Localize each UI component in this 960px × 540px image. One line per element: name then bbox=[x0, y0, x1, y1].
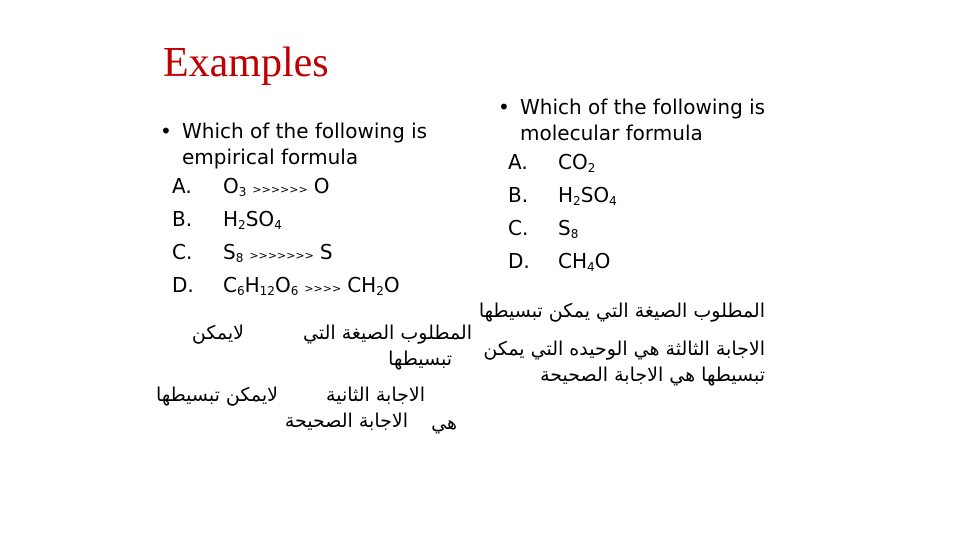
subscript: 4 bbox=[274, 218, 282, 232]
formula bbox=[223, 236, 243, 269]
formula-text: C bbox=[223, 273, 237, 297]
left-arabic-line1a: المطلوب الصيغة التي bbox=[303, 322, 472, 344]
formula-text: CH bbox=[558, 249, 588, 273]
left-arabic-line2: تبسيطها bbox=[388, 348, 452, 370]
right-option-a bbox=[498, 146, 798, 179]
subscript: 2 bbox=[376, 284, 384, 298]
arrows: >>>>>>> bbox=[249, 249, 314, 262]
result-formula bbox=[347, 269, 399, 302]
left-question bbox=[160, 118, 480, 144]
right-option-c bbox=[498, 212, 798, 245]
formula bbox=[558, 245, 610, 278]
formula-text: S bbox=[558, 216, 571, 240]
left-arabic-line3b: لايمكن تبسيطها bbox=[156, 384, 278, 406]
formula bbox=[558, 179, 617, 212]
left-option-d bbox=[160, 269, 480, 302]
formula-text: SO bbox=[580, 183, 610, 207]
right-question-line2: molecular formula bbox=[520, 121, 703, 145]
left-arabic-line1b: لايمكن bbox=[191, 322, 244, 344]
formula bbox=[223, 203, 282, 236]
subscript: 2 bbox=[587, 161, 596, 175]
left-arabic-line3a: الاجابة الثانية bbox=[326, 384, 425, 406]
formula-text: CO bbox=[558, 150, 588, 174]
formula-text: H bbox=[244, 273, 260, 297]
arrows: >>>>>> bbox=[252, 183, 308, 196]
option-letter: C. bbox=[172, 240, 193, 264]
right-question bbox=[498, 94, 798, 120]
bullet-icon: • bbox=[498, 95, 510, 119]
left-question-line1: Which of the following is bbox=[182, 119, 428, 143]
subscript: 2 bbox=[238, 218, 246, 232]
formula-text: S bbox=[319, 240, 333, 264]
formula-text: H bbox=[558, 183, 574, 207]
slide-title: Examples bbox=[163, 40, 329, 86]
subscript: 3 bbox=[238, 185, 247, 199]
formula-text: O bbox=[594, 249, 611, 273]
subscript: 4 bbox=[587, 260, 595, 274]
left-option-b bbox=[160, 203, 480, 236]
subscript: 6 bbox=[236, 284, 245, 298]
option-letter: B. bbox=[172, 207, 193, 231]
right-option-d bbox=[498, 245, 798, 278]
left-arabic-line4a: هي bbox=[431, 412, 457, 434]
formula bbox=[223, 170, 246, 203]
bullet-icon: • bbox=[160, 119, 172, 143]
right-question-block bbox=[498, 94, 798, 278]
formula-text: O bbox=[313, 174, 330, 198]
formula-text: O bbox=[383, 273, 400, 297]
left-option-c bbox=[160, 236, 480, 269]
formula-text: SO bbox=[245, 207, 275, 231]
formula-text: H bbox=[223, 207, 239, 231]
formula-text: S bbox=[223, 240, 236, 264]
right-arabic-line3: تبسيطها هي الاجابة الصحيحة bbox=[540, 364, 765, 386]
option-letter: A. bbox=[508, 150, 528, 174]
formula-text: O bbox=[223, 174, 239, 198]
formula bbox=[558, 212, 578, 245]
left-question-block bbox=[160, 118, 480, 302]
left-question-line2: empirical formula bbox=[182, 145, 359, 169]
right-question-line1: Which of the following is bbox=[520, 95, 766, 119]
formula bbox=[558, 146, 595, 179]
subscript: 8 bbox=[570, 227, 579, 241]
subscript: 8 bbox=[235, 251, 244, 265]
option-letter: C. bbox=[508, 216, 529, 240]
left-arabic-line4b: الاجابة الصحيحة bbox=[284, 410, 408, 432]
result-formula bbox=[320, 236, 333, 269]
subscript: 12 bbox=[259, 284, 275, 298]
subscript: 4 bbox=[609, 194, 617, 208]
subscript: 6 bbox=[290, 284, 299, 298]
left-option-a bbox=[160, 170, 480, 203]
option-letter: D. bbox=[172, 273, 194, 297]
result-formula bbox=[314, 170, 330, 203]
formula bbox=[223, 269, 298, 302]
option-letter: A. bbox=[172, 174, 192, 198]
option-letter: B. bbox=[508, 183, 529, 207]
right-option-b bbox=[498, 179, 798, 212]
arrows: >>>> bbox=[304, 282, 342, 295]
option-letter: D. bbox=[508, 249, 530, 273]
right-arabic-line1: المطلوب الصيغة التي يمكن تبسيطها bbox=[478, 300, 765, 322]
formula-text: CH bbox=[347, 273, 377, 297]
formula-text: O bbox=[274, 273, 291, 297]
subscript: 2 bbox=[573, 194, 581, 208]
right-arabic-line2: الاجابة الثالثة هي الوحيده التي يمكن bbox=[483, 338, 765, 360]
